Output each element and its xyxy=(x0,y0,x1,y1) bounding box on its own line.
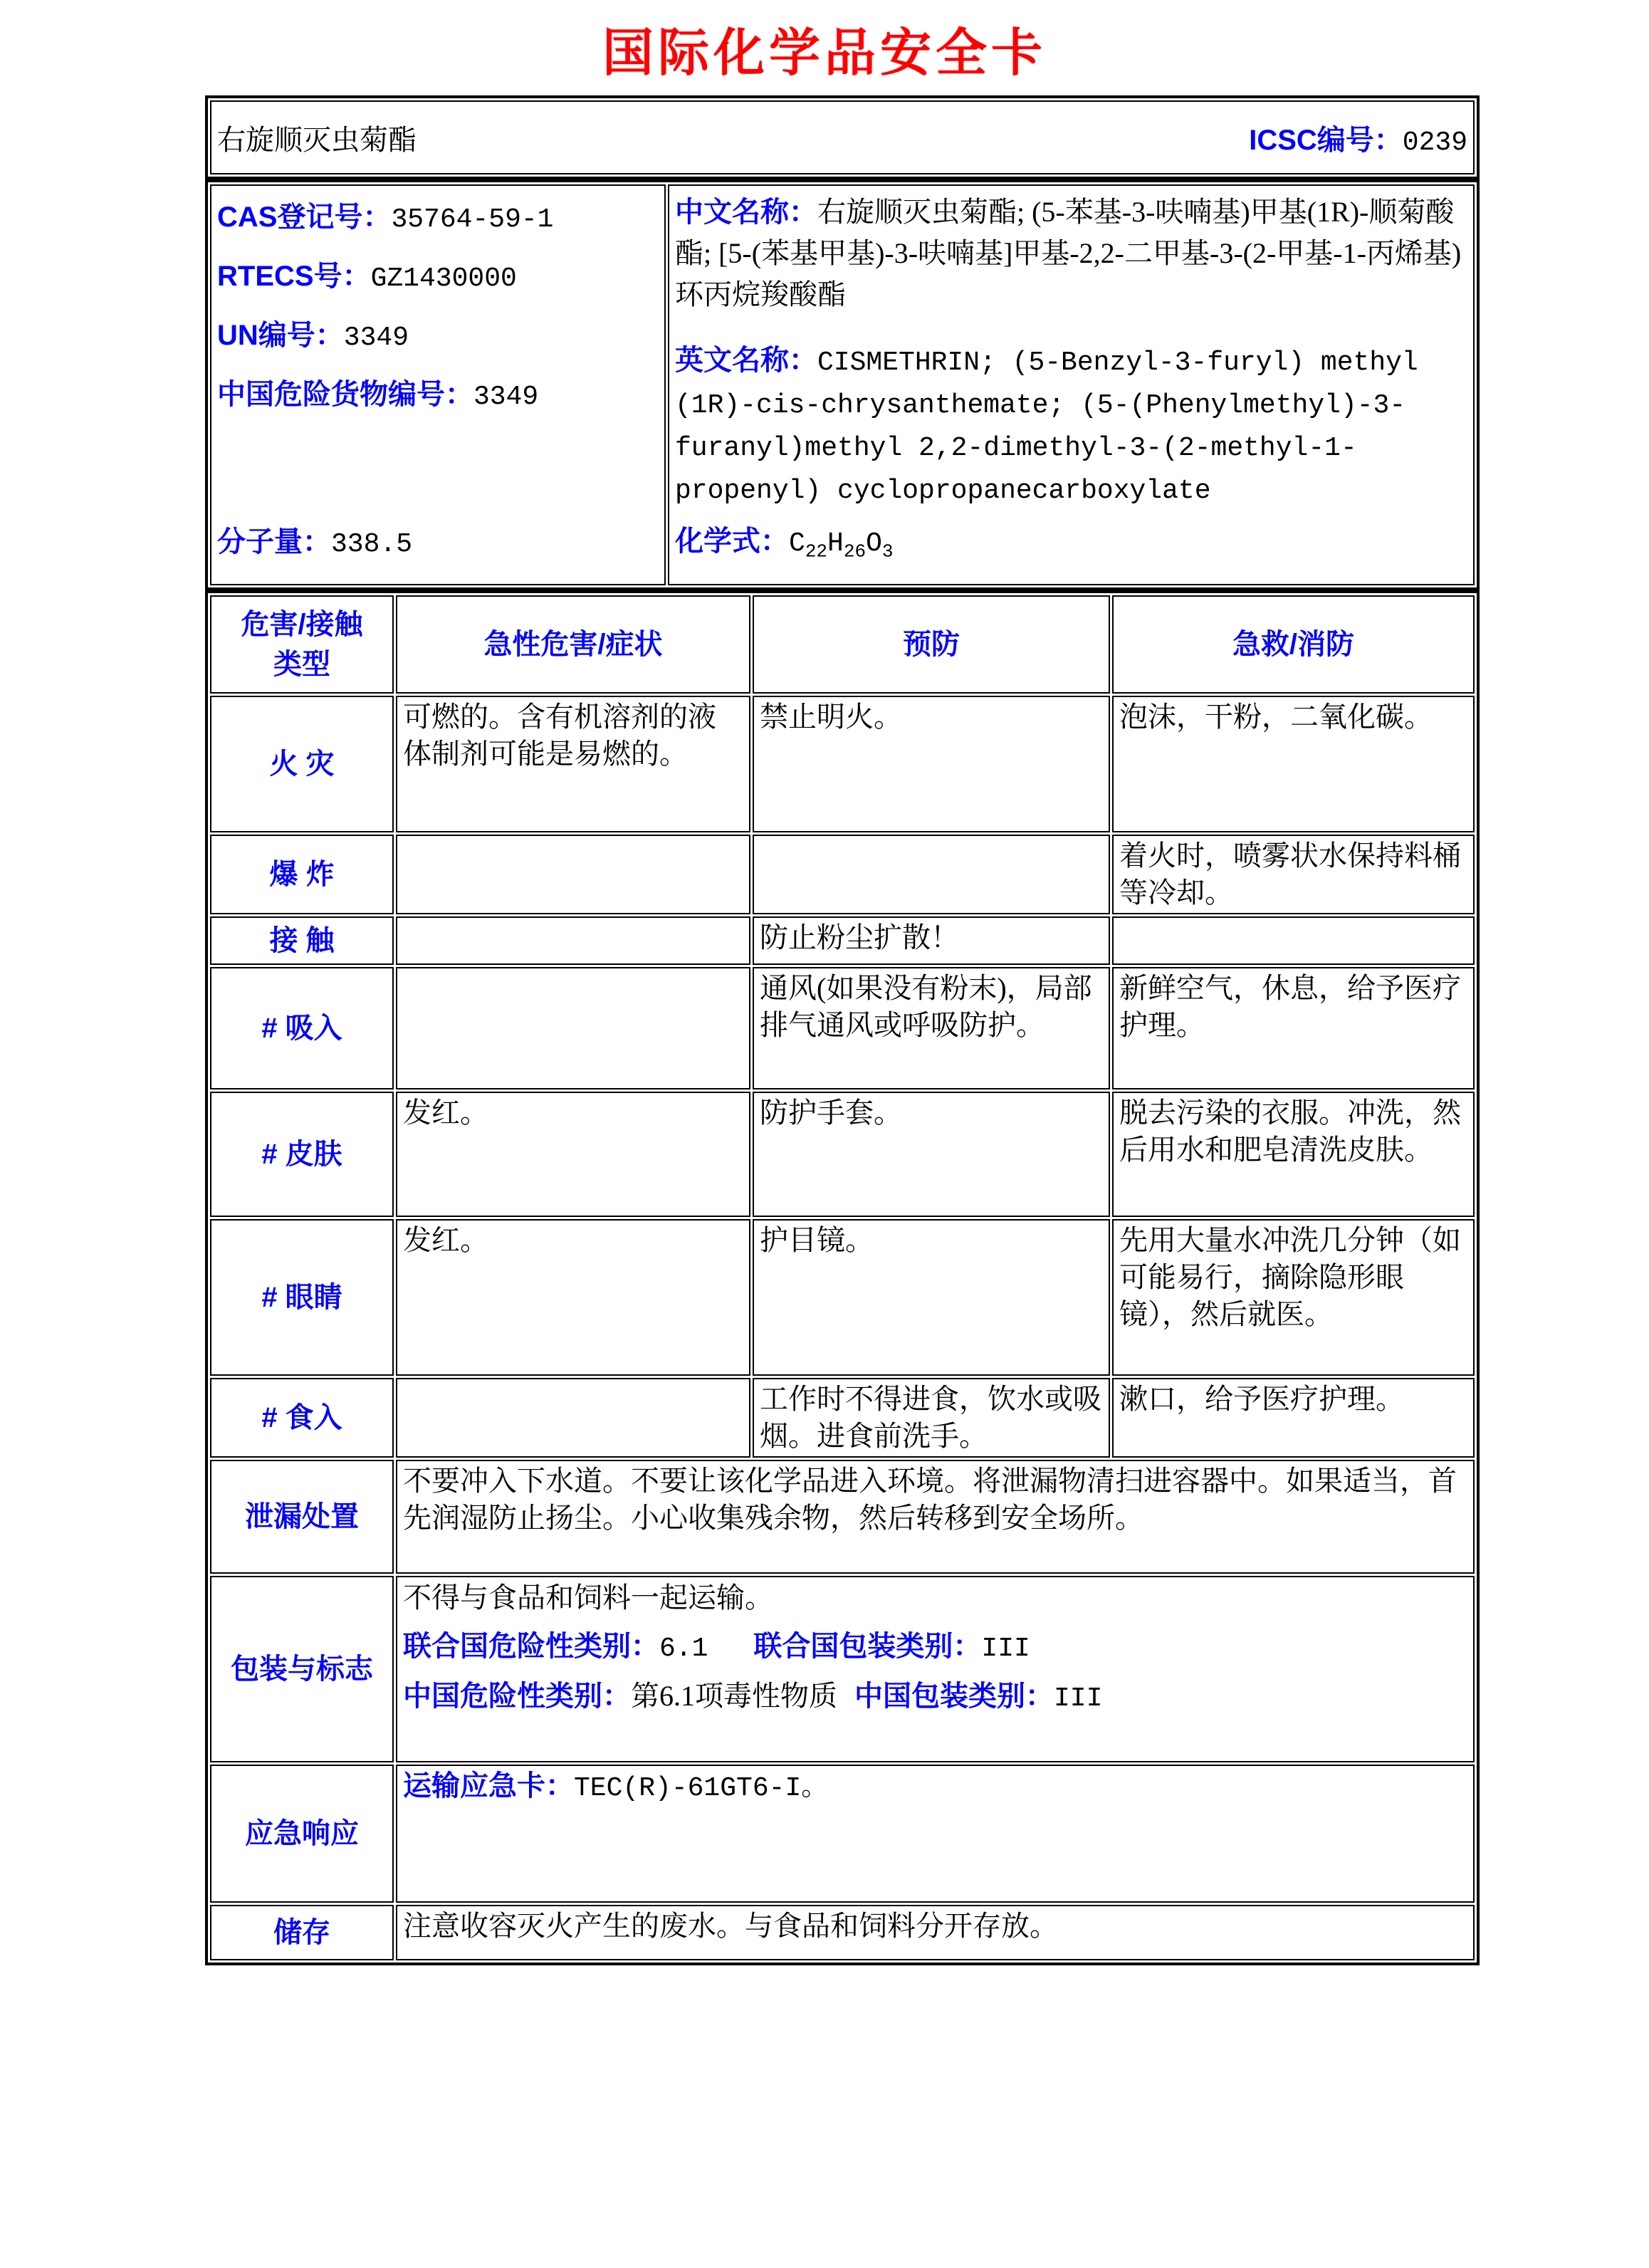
eye-response: 先用大量水冲洗几分钟（如可能易行，摘除隐形眼镜），然后就医。 xyxy=(1112,1219,1475,1376)
chinese-name-value: 右旋顺灭虫菊酯; (5-苯基-3-呋喃基)甲基(1R)-顺菊酸酯; [5-(苯基甲基)-3-呋喃基]甲基-2,2-二甲基-3-(2-甲基-1-丙烯基)环丙烷羧酸酯 xyxy=(675,196,1462,310)
cn-dg-value: 3349 xyxy=(473,382,539,412)
storage-text: 注意收容灭火产生的废水。与食品和饲料分开存放。 xyxy=(396,1905,1475,1960)
packaging-labelling-row xyxy=(210,1576,1475,1762)
packaging-labelling-content xyxy=(396,1576,1475,1762)
eye-label: # 眼睛 xyxy=(210,1219,394,1376)
cn-hazard-class-label: 中国危险性类别： xyxy=(403,1681,631,1713)
spill-disposal-text: 不要冲入下水道。不要让该化学品进入环境。将泄漏物清扫进容器中。如果适当，首先润湿防止扬尘。小心收集残余物，然后转移到安全场所。 xyxy=(396,1460,1475,1574)
emergency-response-row xyxy=(210,1765,1475,1903)
identity-section xyxy=(205,179,1480,590)
cn-pack-group-value: III xyxy=(1054,1683,1103,1715)
transport-emergency-card-value: TEC(R)-61GT6-I。 xyxy=(574,1773,829,1804)
header-acute-symptoms: 急性危害/症状 xyxy=(396,595,750,694)
inhalation-symptoms xyxy=(396,967,750,1089)
icsc-number-group xyxy=(1249,117,1467,158)
formula-paragraph xyxy=(675,521,1467,565)
explosion-prevention xyxy=(753,835,1110,914)
un-pack-group-label: 联合国包装类别： xyxy=(753,1631,982,1662)
cn-dg-label: 中国危险货物编号： xyxy=(217,379,473,410)
inhalation-prevention: 通风(如果没有粉末)，局部排气通风或呼吸防护。 xyxy=(753,967,1110,1089)
icsc-label: ICSC编号： xyxy=(1249,124,1403,156)
inhalation-row xyxy=(210,967,1475,1089)
storage-row xyxy=(210,1905,1475,1960)
emergency-response-content xyxy=(396,1765,1475,1903)
explosion-response: 着火时，喷雾状水保持料桶等冷却。 xyxy=(1112,835,1475,914)
ingestion-symptoms xyxy=(396,1378,750,1458)
names-cell xyxy=(668,184,1475,585)
un-label: UN编号： xyxy=(217,320,344,351)
molecular-weight-value: 338.5 xyxy=(331,529,413,560)
un-pack-group-value: III xyxy=(981,1634,1030,1664)
inhalation-label: # 吸入 xyxy=(210,967,394,1089)
eye-row xyxy=(210,1219,1475,1376)
rtecs-value: GZ1430000 xyxy=(370,263,517,294)
header-bar xyxy=(210,100,1475,174)
un-hazard-class-value: 6.1 xyxy=(659,1634,708,1664)
contact-symptoms xyxy=(396,916,750,965)
spill-disposal-label: 泄漏处置 xyxy=(210,1460,394,1574)
header-hazard-type: 危害/接触 类型 xyxy=(210,595,394,694)
eye-prevention: 护目镜。 xyxy=(753,1219,1110,1376)
eye-symptoms: 发红。 xyxy=(396,1219,750,1376)
transport-emergency-card-label: 运输应急卡： xyxy=(403,1770,574,1802)
english-name-value: CISMETHRIN; (5-Benzyl-3-furyl) methyl (1R)-cis-chrysanthemate; (5-(Phenylmethyl)-3-furanyl)methyl 2,2-dimethyl-3-(2-methyl-1-propenyl) cyclopropanecarboxylate xyxy=(675,347,1418,507)
chinese-name-label: 中文名称： xyxy=(675,197,817,228)
inhalation-response: 新鲜空气，休息，给予医疗护理。 xyxy=(1112,967,1475,1089)
registry-cell xyxy=(210,184,666,585)
header-prevention: 预防 xyxy=(753,595,1110,694)
un-classification-line xyxy=(403,1627,1467,1667)
contact-row xyxy=(210,916,1475,965)
cas-label: CAS登记号： xyxy=(217,202,392,233)
skin-prevention: 防护手套。 xyxy=(753,1092,1110,1217)
rtecs-label: RTECS号： xyxy=(217,261,371,292)
icsc-number: 0239 xyxy=(1402,127,1467,158)
contact-label: 接 触 xyxy=(210,916,394,965)
packaging-labelling-label: 包装与标志 xyxy=(210,1576,394,1762)
explosion-row xyxy=(210,835,1475,914)
un-hazard-class-label: 联合国危险性类别： xyxy=(403,1631,659,1662)
explosion-label: 爆 炸 xyxy=(210,835,394,914)
un-number-line xyxy=(217,313,659,353)
safety-card xyxy=(205,95,1480,1965)
cn-hazard-class-value: 第6.1项毒性物质 xyxy=(631,1680,837,1713)
molecular-weight-line xyxy=(217,519,659,560)
page xyxy=(0,11,1649,1965)
cn-pack-group-label: 中国包装类别： xyxy=(854,1681,1054,1713)
skin-response: 脱去污染的衣服。冲洗，然后用水和肥皂清洗皮肤。 xyxy=(1112,1092,1475,1217)
ingestion-label: # 食入 xyxy=(210,1378,394,1458)
fire-label: 火 灾 xyxy=(210,696,394,832)
ingestion-row xyxy=(210,1378,1475,1458)
contact-prevention: 防止粉尘扩散！ xyxy=(753,916,1110,965)
english-name-label: 英文名称： xyxy=(675,345,817,376)
chinese-name-paragraph xyxy=(675,192,1467,315)
chemical-name: 右旋顺灭虫菊酯 xyxy=(217,123,417,156)
un-value: 3349 xyxy=(343,323,409,353)
formula-value: $C_{22}H_{26}O_3$ xyxy=(789,528,894,563)
fire-symptoms: 可燃的。含有机溶剂的液体制剂可能是易燃的。 xyxy=(396,696,750,832)
rtecs-number-line xyxy=(217,254,659,294)
transport-note: 不得与食品和饲料一起运输。 xyxy=(403,1582,773,1614)
fire-row xyxy=(210,696,1475,832)
english-name-paragraph xyxy=(675,340,1467,511)
hazard-table xyxy=(205,590,1480,1965)
formula-label: 化学式： xyxy=(675,526,789,558)
cn-dangerous-goods-line xyxy=(217,372,659,412)
skin-label: # 皮肤 xyxy=(210,1092,394,1217)
cn-classification-line xyxy=(403,1677,1467,1717)
contact-response xyxy=(1112,916,1475,965)
skin-row xyxy=(210,1092,1475,1217)
storage-label: 储存 xyxy=(210,1905,394,1960)
molecular-weight-label: 分子量： xyxy=(217,526,331,558)
hazard-header-row xyxy=(210,595,1475,694)
spill-disposal-row xyxy=(210,1460,1475,1574)
ingestion-response: 漱口，给予医疗护理。 xyxy=(1112,1378,1475,1458)
page-title: 国际化学品安全卡 xyxy=(602,25,1047,82)
cas-value: 35764-59-1 xyxy=(391,204,554,235)
cas-number-line xyxy=(217,194,659,235)
fire-prevention: 禁止明火。 xyxy=(753,696,1110,832)
emergency-response-label: 应急响应 xyxy=(210,1765,394,1903)
explosion-symptoms xyxy=(396,835,750,914)
header-section xyxy=(205,95,1480,179)
header-firefighting: 急救/消防 xyxy=(1112,595,1475,694)
ingestion-prevention: 工作时不得进食，饮水或吸烟。进食前洗手。 xyxy=(753,1378,1110,1458)
fire-response: 泡沫，干粉，二氧化碳。 xyxy=(1112,696,1475,832)
skin-symptoms: 发红。 xyxy=(396,1092,750,1217)
